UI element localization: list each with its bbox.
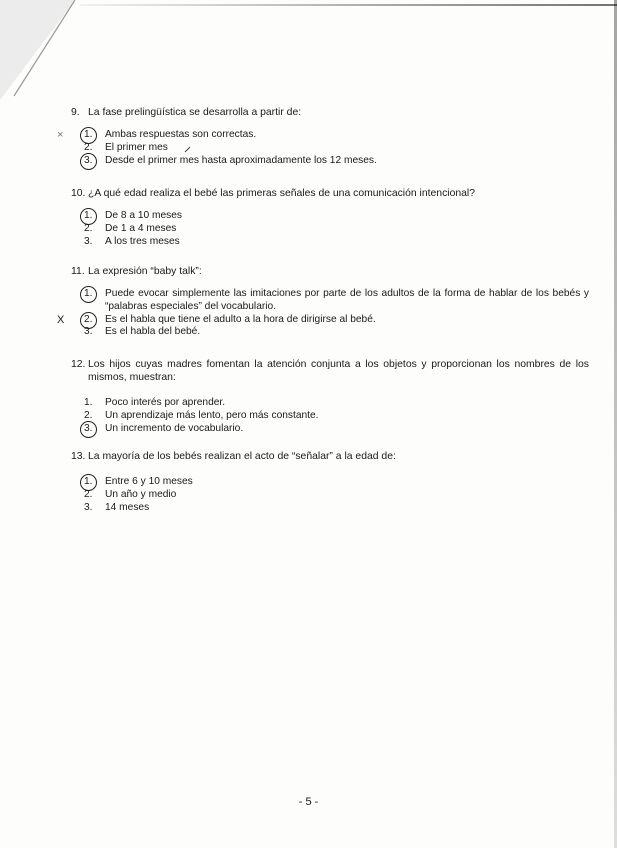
option-text: Es el habla del bebé. xyxy=(105,326,201,338)
option-text: El primer mes xyxy=(105,141,168,153)
question-number: 13. xyxy=(71,451,86,462)
option-text: Un incremento de vocabulario. xyxy=(105,422,244,434)
answer-options xyxy=(71,210,589,248)
circle-mark-icon xyxy=(80,153,97,170)
answer-option xyxy=(71,476,589,489)
page-number: - 5 - xyxy=(298,796,319,808)
circle-mark-icon xyxy=(80,421,97,438)
answer-option xyxy=(71,410,589,423)
option-number: 1. xyxy=(84,210,93,221)
question-12 xyxy=(71,358,589,435)
answer-option xyxy=(71,142,589,155)
question-9 xyxy=(57,106,589,167)
option-text: Desde el primer mes hasta aproximadamente los 12 meses. xyxy=(105,154,377,166)
question-13 xyxy=(71,450,589,514)
option-text: Es el habla que tiene el adulto a la hora de dirigirse al bebé. xyxy=(105,313,376,325)
answer-option xyxy=(71,326,589,339)
option-number: 2. xyxy=(84,409,93,421)
circle-mark-icon xyxy=(80,286,97,303)
option-number: 3. xyxy=(84,501,93,513)
answer-option xyxy=(71,489,589,502)
option-text: Poco interés por aprender. xyxy=(105,397,226,408)
scan-folded-corner xyxy=(0,0,110,100)
answer-option xyxy=(71,423,589,436)
option-number: 3. xyxy=(84,326,93,338)
question-text: La expresión “baby talk”: xyxy=(88,266,202,277)
answer-option xyxy=(71,288,589,314)
option-number: 3. xyxy=(84,235,93,247)
option-number: 3. xyxy=(84,154,93,166)
option-text: A los tres meses xyxy=(105,235,180,247)
option-number: 2. xyxy=(84,313,93,325)
question-number: 10. xyxy=(71,188,86,199)
question-10 xyxy=(71,187,589,248)
answer-option xyxy=(57,313,589,327)
question-text: La mayoría de los bebés realizan el acto de “señalar” a la edad de: xyxy=(88,451,396,462)
scan-edge-top xyxy=(80,4,617,6)
answer-option xyxy=(71,210,589,223)
question-number: 9. xyxy=(71,107,80,118)
option-text: Un aprendizaje más lento, pero más constante. xyxy=(105,409,319,421)
option-text: Ambas respuestas son correctas. xyxy=(105,129,257,140)
option-number: 2. xyxy=(84,141,93,153)
answer-option xyxy=(71,155,589,168)
option-number: 2. xyxy=(84,488,93,500)
cross-mark-icon: X xyxy=(57,313,65,326)
answer-option xyxy=(71,223,589,236)
answer-options xyxy=(71,397,589,435)
question-number: 12. xyxy=(71,359,86,370)
answer-options xyxy=(57,129,589,167)
option-text: De 8 a 10 meses xyxy=(105,210,183,221)
option-number: 3. xyxy=(84,422,93,434)
option-number: 1. xyxy=(84,476,93,487)
option-number: 1. xyxy=(84,288,93,299)
answer-option xyxy=(71,502,589,515)
answer-options xyxy=(57,288,589,339)
cross-mark-icon: × xyxy=(57,129,64,141)
option-text: Entre 6 y 10 meses xyxy=(105,476,193,487)
answer-option xyxy=(57,129,589,142)
option-number: 2. xyxy=(84,222,93,234)
answer-option xyxy=(71,236,589,249)
answer-option xyxy=(71,397,589,410)
question-text: La fase prelingüística se desarrolla a partir de: xyxy=(88,107,302,118)
option-text: De 1 a 4 meses xyxy=(105,222,177,234)
option-text: Un año y medio xyxy=(105,488,177,500)
pen-tick-icon xyxy=(184,146,192,154)
option-text: 14 meses xyxy=(105,501,150,513)
option-number: 1. xyxy=(84,129,93,140)
question-number: 11. xyxy=(71,266,85,277)
question-11 xyxy=(57,265,589,339)
question-text: Los hijos cuyas madres fomentan la atención conjunta a los objetos y proporcionan los nombres de los mismos, muestran: xyxy=(88,359,589,383)
option-text: Puede evocar simplemente las imitaciones por parte de los adultos de la forma de hablar de los bebés y “palabras especiales” del vocabulario. xyxy=(105,288,589,312)
answer-options xyxy=(71,476,589,514)
question-text: ¿A qué edad realiza el bebé las primeras señales de una comunicación intencional? xyxy=(88,188,476,199)
option-number: 1. xyxy=(84,397,93,408)
